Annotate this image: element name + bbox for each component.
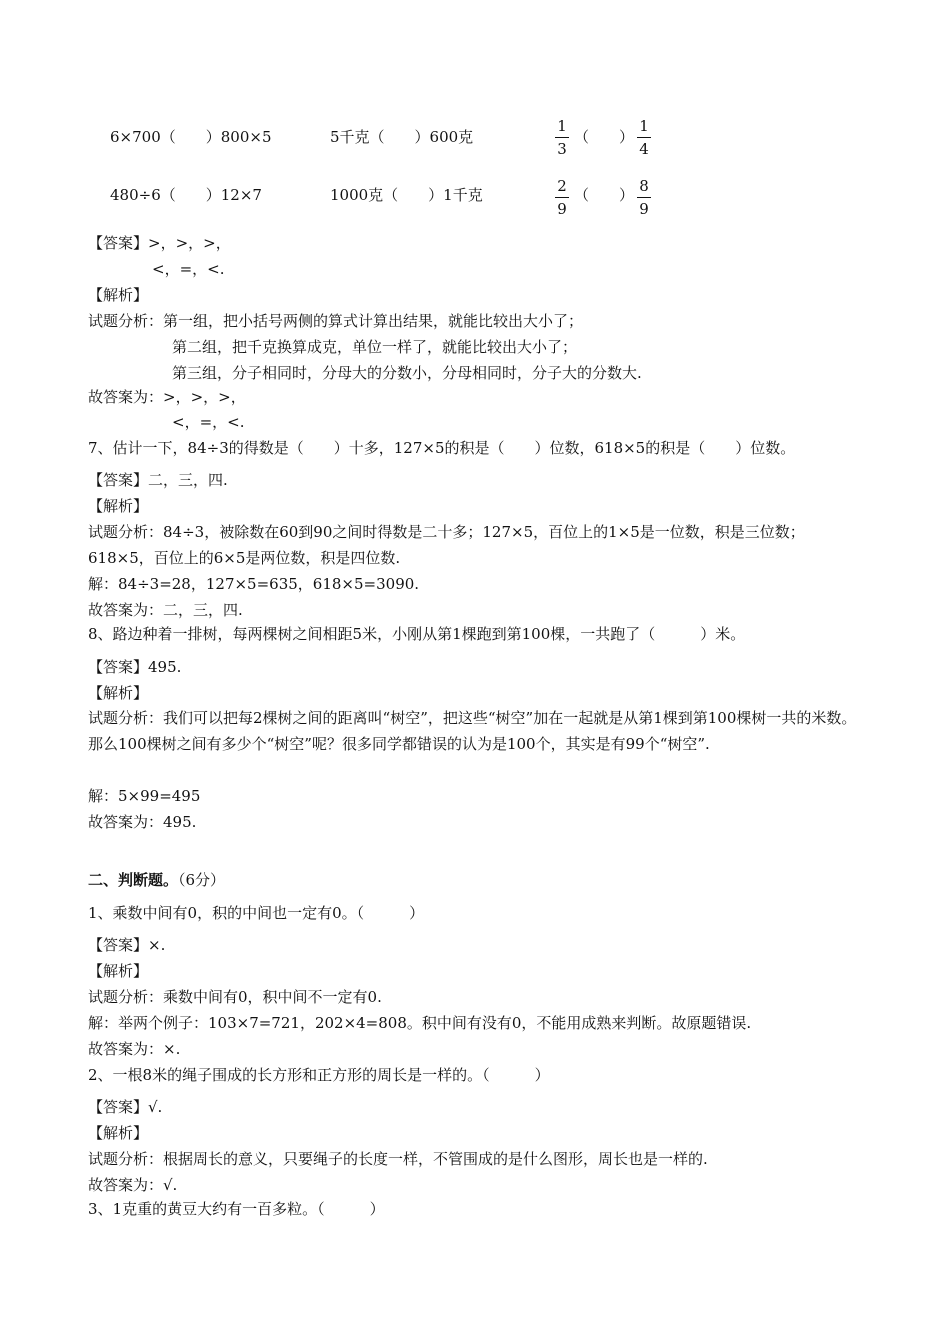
q7-answer: 【答案】二，三，四. (88, 471, 228, 489)
q6-detail-3: 第三组，分子相同时，分母大的分数小，分母相同时，分子大的分数大. (172, 364, 642, 382)
j2-analysis-label: 【解析】 (88, 1124, 149, 1142)
q6-detail-2: 第二组，把千克换算成克，单位一样了，就能比较出大小了； (172, 338, 578, 356)
q8-answer: 【答案】495. (88, 658, 182, 676)
q6-detail-1: 试题分析：第一组，把小括号两侧的算式计算出结果，就能比较出大小了； (88, 312, 584, 330)
j2-answer: 【答案】√. (88, 1098, 163, 1116)
fraction-1-3: 1 3 (555, 116, 569, 159)
j1-answer: 【答案】×. (88, 936, 166, 954)
j2-question: 2、一根8米的绳子围成的长方形和正方形的周长是一样的。（ ） (88, 1066, 550, 1084)
q7-solution: 解：84÷3=28，127×5=635，618×5=3090. (88, 575, 420, 593)
j1-solution: 解：举两个例子：103×7=721，202×4=808。积中间有没有0，不能用成熟来判断。故原题错误. (88, 1014, 752, 1032)
q8-solution: 解：5×99=495 (88, 787, 201, 805)
j3-question: 3、1克重的黄豆大约有一百多粒。（ ） (88, 1200, 385, 1218)
fraction-2-9: 2 9 (555, 176, 569, 219)
compare-r1c3-blank: （ ） (574, 128, 635, 146)
fraction-8-9: 8 9 (637, 176, 651, 219)
j1-analysis-label: 【解析】 (88, 962, 149, 980)
q6-final: 故答案为：>，>，>， (88, 388, 246, 406)
section-2-heading (88, 869, 225, 891)
q6-answer: 【答案】>，>，>， (88, 234, 231, 252)
fraction-1-4: 1 4 (637, 116, 651, 159)
j1-final: 故答案为：×. (88, 1040, 181, 1058)
q7-analysis-label: 【解析】 (88, 497, 149, 515)
q8-detail: 试题分析：我们可以把每2棵树之间的距离叫“树空”，把这些“树空”加在一起就是从第1棵到第100棵树一共的米数。那么100棵树之间有多少个“树空”呢？很多同学都错误的认为是100个，其实是有99个“树空”. (88, 709, 857, 753)
compare-r1c1: 6×700（ ）800×5 (110, 128, 272, 146)
q8-final: 故答案为：495. (88, 813, 197, 831)
section-2-score: （6分） (178, 871, 226, 889)
j1-detail: 试题分析：乘数中间有0，积中间不一定有0. (88, 988, 382, 1006)
q7-question: 7、估计一下，84÷3的得数是（ ）十多，127×5的积是（ ）位数，618×5的积是（ ）位数。 (88, 439, 796, 457)
section-2-title: 二、判断题。 (88, 871, 179, 889)
compare-r2c2: 1000克（ ）1千克 (330, 186, 483, 204)
compare-r2c1: 480÷6（ ）12×7 (110, 186, 262, 204)
compare-r1c2: 5千克（ ）600克 (330, 128, 474, 146)
j2-detail: 试题分析：根据周长的意义，只要绳子的长度一样，不管围成的是什么图形，周长也是一样的. (88, 1150, 708, 1168)
compare-r2c3-blank: （ ） (574, 186, 635, 204)
q8-question: 8、路边种着一排树，每两棵树之间相距5米，小刚从第1棵跑到第100棵，一共跑了（ ）米。 (88, 625, 746, 643)
j2-final: 故答案为：√. (88, 1176, 178, 1194)
q6-analysis-label: 【解析】 (88, 286, 149, 304)
q7-final: 故答案为：二，三，四. (88, 601, 243, 619)
q6-answer-cont: <，=，<. (152, 260, 225, 278)
q7-detail: 试题分析：84÷3，被除数在60到90之间时得数是二十多；127×5，百位上的1×5是一位数，积是三位数；618×5，百位上的6×5是两位数，积是四位数. (88, 523, 805, 567)
q8-analysis-label: 【解析】 (88, 684, 149, 702)
j1-question: 1、乘数中间有0，积的中间也一定有0。（ ） (88, 904, 425, 922)
q6-final-cont: <，=，<. (172, 413, 245, 431)
